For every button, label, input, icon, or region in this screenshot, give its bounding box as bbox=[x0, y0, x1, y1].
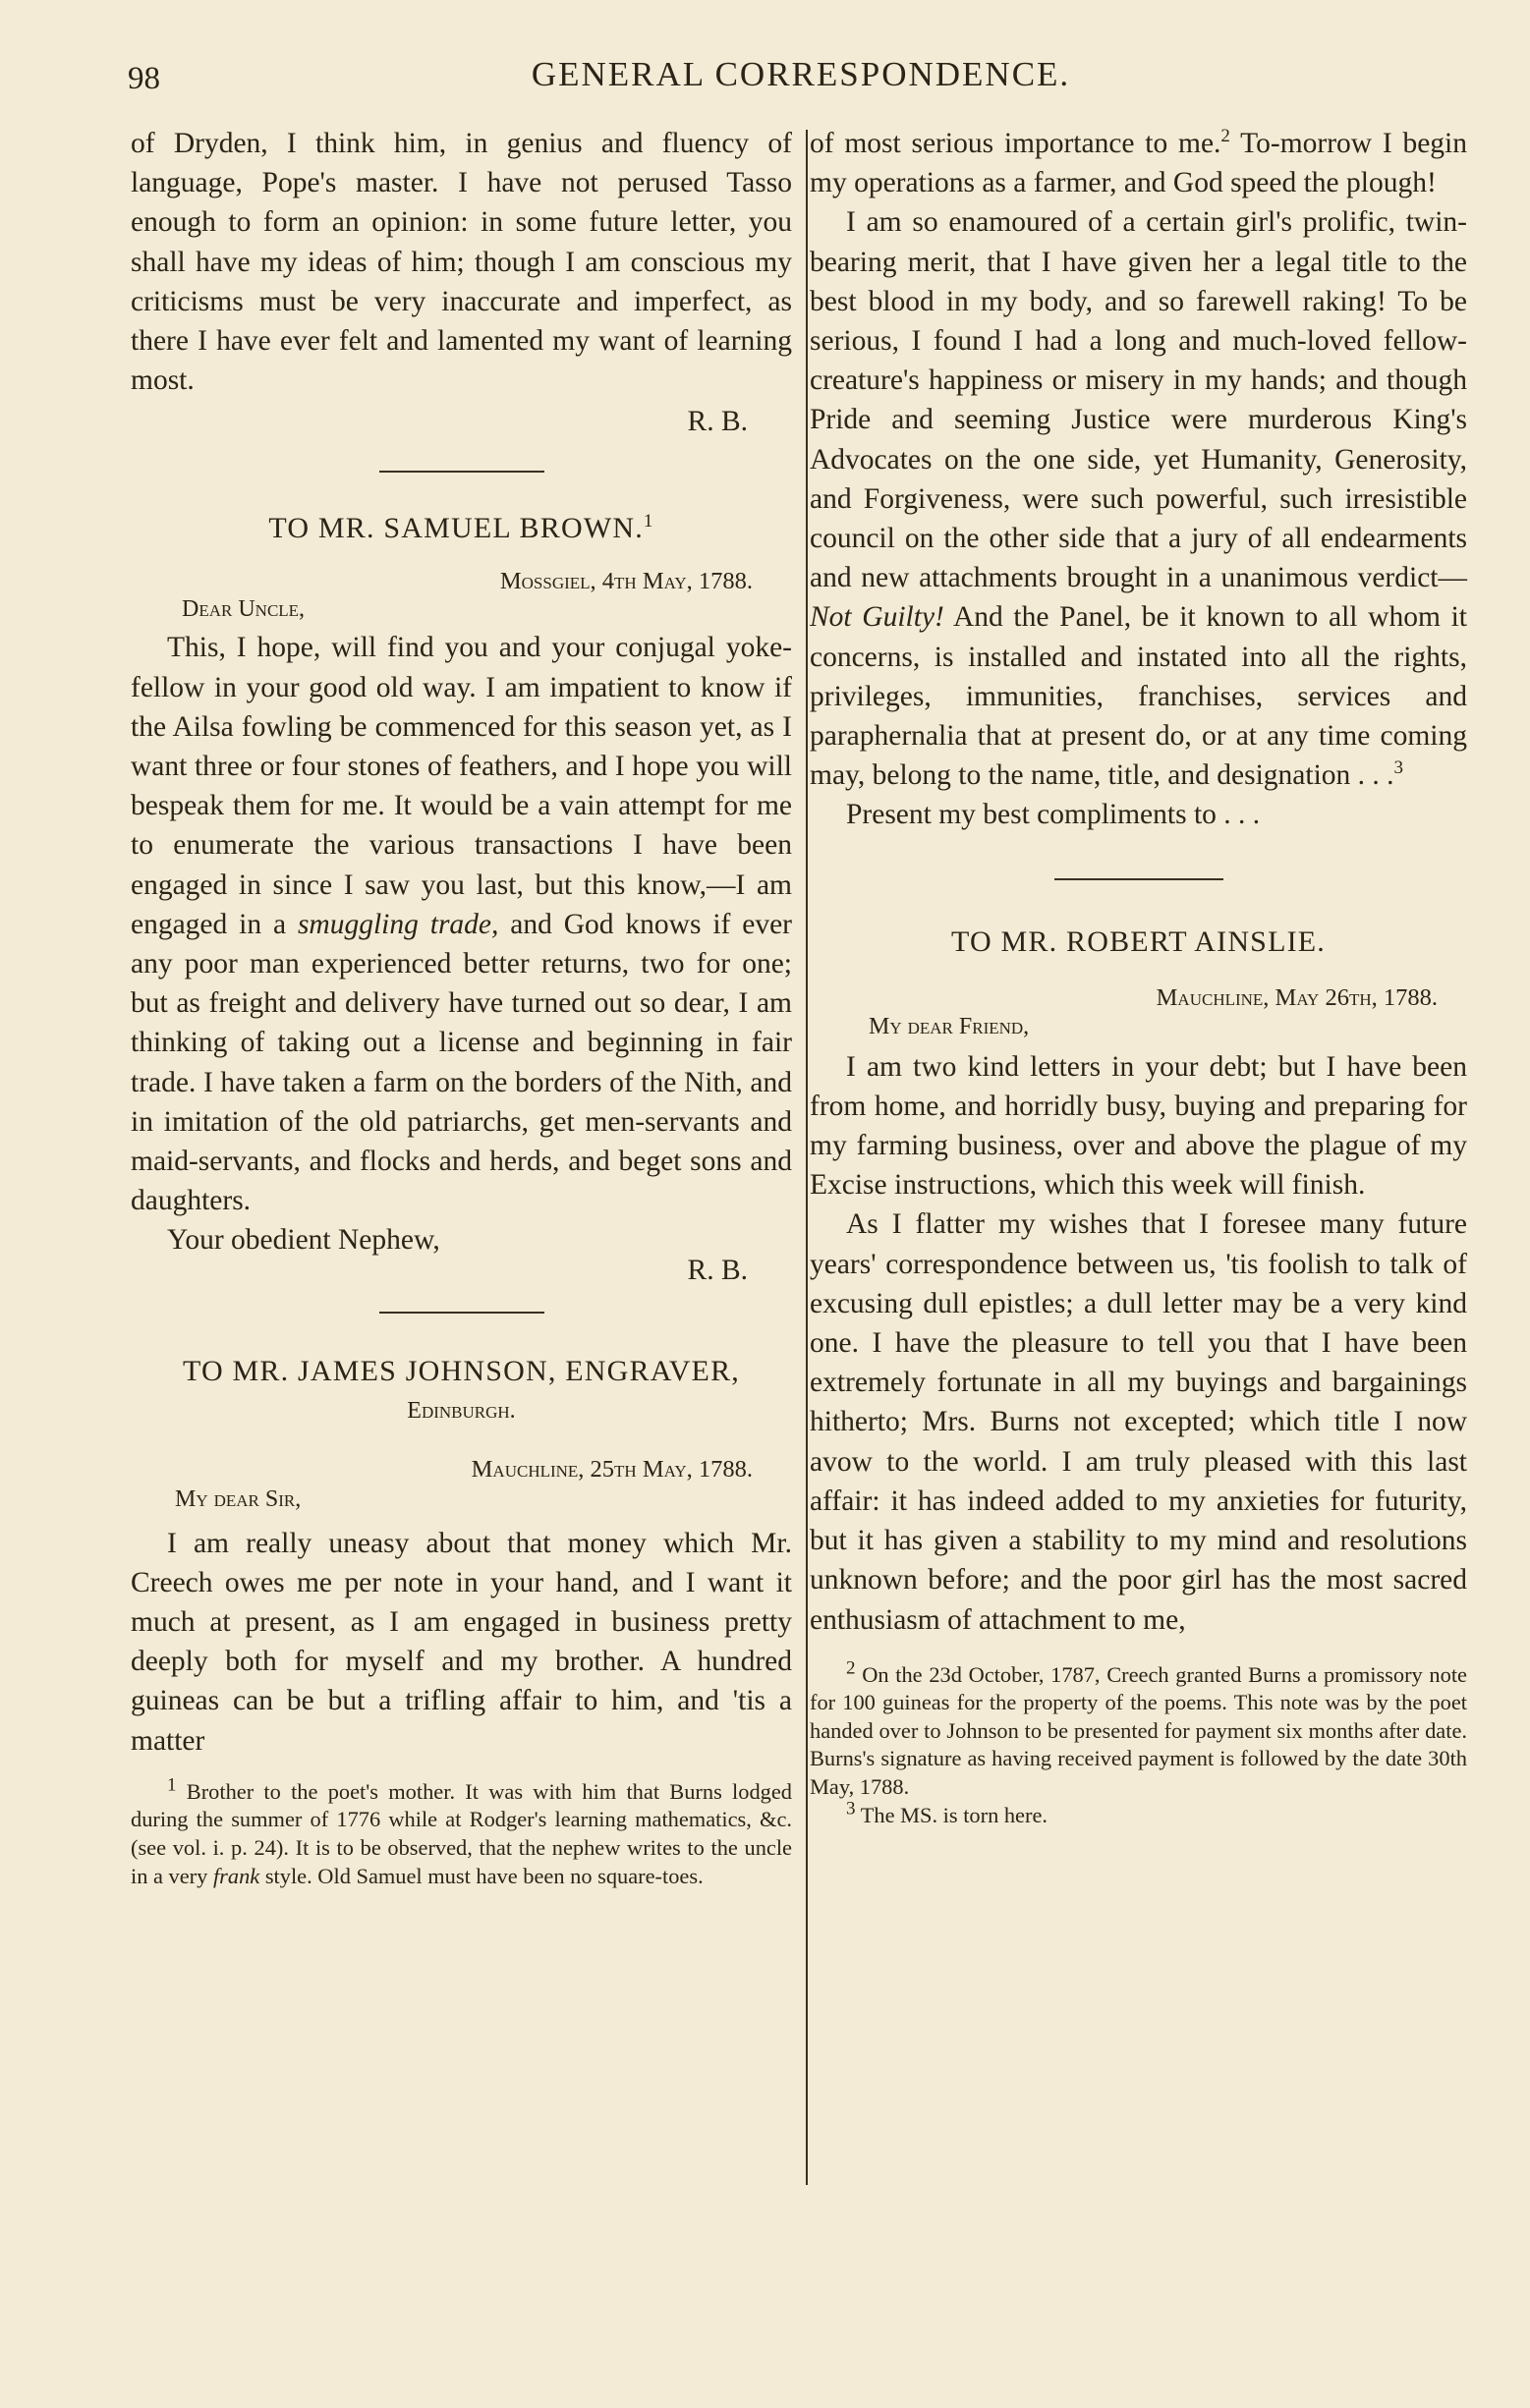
section-rule bbox=[379, 471, 544, 473]
salutation-johnson: My dear Sir, bbox=[175, 1485, 302, 1512]
verdict-text-b: And the Panel, be it known to all whom it concerns, is installed and instated into all the rights, privileges, immunities, franchises, services and paraphernalia that at present do, or at any time coming may, belong to the name, title, and designation . . . bbox=[810, 601, 1467, 792]
footnote-1 bbox=[131, 1774, 792, 1890]
letter-body-ainslie-2: As I flatter my wishes that I foresee many future years' correspondence between us, 'tis foolish to talk of excusing dull epistles; a dull letter may be a very kind one. I have the pleasure to tell you that I have been extremely fortunate in all my buyings and bargainings hitherto; Mrs. Burns not excepted; which title I now avow to the world. I am truly pleased with this last affair: it has indeed added to my anxieties for futurity, but it has given a stability to my mind and resolutions unknown before; and the poor girl has the most sacred enthusiasm of attachment to me, bbox=[810, 1208, 1467, 1636]
footnote-ref-1: 1 bbox=[643, 511, 654, 532]
page-header bbox=[128, 49, 1474, 108]
footnotes-left bbox=[131, 1774, 792, 1890]
left-column bbox=[131, 124, 792, 1890]
section-rule bbox=[1054, 878, 1223, 880]
compliments-line: Present my best compliments to . . . bbox=[846, 799, 1261, 831]
signature-rb-1: R. B. bbox=[687, 406, 748, 438]
footnote-1-mark: 1 bbox=[167, 1774, 177, 1796]
letter-body-brown-b: and God knows if ever any poor man experienced better returns, two for one; but as freight and delivery have turned out so dear, I am thinking of taking out a license and beginning in fair trade. I have taken a farm on the borders of the Nith, and in imitation of the old patriarchs, get men-servants and maid-servants, and flocks and herds, and beget sons and daughters. bbox=[131, 908, 792, 1217]
footnote-1-text-a: Brother to the poet's mother. It was with him that Burns lodged during the summer of 1776 while at Rodger's learning mathematics, &c. (see vol. i. p. 24). It is to be observed, that the nephew writes to the uncle in a very bbox=[131, 1778, 792, 1888]
column-divider bbox=[806, 130, 808, 2185]
intro-paragraph: of Dryden, I think him, in genius and fluency of language, Pope's master. I have not perused Tasso enough to form an opinion: in some future letter, you shall have my ideas of him; though I am conscious my criticisms must be very inaccurate and imperfect, as there I have ever felt and lamented my want of learning most. bbox=[131, 128, 792, 397]
right-column bbox=[810, 124, 1467, 1829]
dateline-brown: Mossgiel, 4th May, 1788. bbox=[499, 568, 753, 595]
letter-body-johnson: I am really uneasy about that money which Mr. Creech owes me per note in your hand, and I want it much at present, as I am engaged in business pretty deeply both for myself and my brother. A hundred guineas can be but a trifling affair to him, and 'tis a matter bbox=[131, 1527, 792, 1757]
letter-heading-brown-text: TO MR. SAMUEL BROWN. bbox=[268, 512, 644, 545]
letter-body-ainslie-1: I am two kind letters in your debt; but I have been from home, and horridly busy, buying and preparing for my farming business, over and above the plague of my Excise instructions, which this week will finish. bbox=[810, 1050, 1467, 1202]
dateline-johnson: Mauchline, 25th May, 1788. bbox=[471, 1455, 753, 1483]
closing-brown: Your obedient Nephew, bbox=[167, 1224, 440, 1257]
running-title: GENERAL CORRESPONDENCE. bbox=[531, 55, 1071, 93]
footnote-ref-2: 2 bbox=[1220, 126, 1230, 147]
footnote-2-text: On the 23d October, 1787, Creech granted Burns a promissory note for 100 guineas for the property of the poems. This note was by the poet handed over to Johnson to be presented for payment six months after date. Burns's signature as having received payment is followed by the date 30th May, 1788. bbox=[810, 1661, 1467, 1800]
letter-heading-brown bbox=[131, 512, 792, 545]
verdict-italic: Not Guilty! bbox=[810, 601, 944, 634]
salutation-brown: Dear Uncle, bbox=[182, 596, 306, 623]
footnote-2-mark: 2 bbox=[846, 1657, 856, 1679]
letter-body-brown-italic: smuggling trade, bbox=[297, 908, 499, 940]
continuation-text-a: of most serious importance to me. bbox=[810, 128, 1221, 159]
footnote-3-mark: 3 bbox=[846, 1798, 856, 1820]
letter-heading-ainslie: TO MR. ROBERT AINSLIE. bbox=[950, 924, 1327, 958]
verdict-paragraph bbox=[810, 202, 1467, 795]
salutation-ainslie: My dear Friend, bbox=[869, 1013, 1030, 1039]
footnote-1-text-b: style. Old Samuel must have been no square-toes. bbox=[264, 1863, 704, 1888]
footnote-3 bbox=[810, 1798, 1467, 1830]
letter-heading-johnson: TO MR. JAMES JOHNSON, ENGRAVER, bbox=[182, 1354, 740, 1387]
footnotes-right bbox=[810, 1657, 1467, 1830]
continuation-text-b: To-morrow I begin my operations as a farmer, and God speed the plough! bbox=[810, 128, 1468, 199]
page-number: 98 bbox=[128, 61, 160, 96]
dateline-ainslie: Mauchline, May 26th, 1788. bbox=[1156, 983, 1438, 1011]
footnote-3-text: The MS. is torn here. bbox=[860, 1802, 1048, 1827]
section-rule bbox=[379, 1312, 544, 1314]
verdict-text-a: I am so enamoured of a certain girl's prolific, twin-bearing merit, that I have given her a legal title to the best blood in my body, and so farewell raking! To be serious, I found I had a long and much-loved fellow-creature's happiness or misery in my hands; and though Pride and seeming Justice were murderous King's Advocates on the one side, yet Humanity, Generosity, and Forgiveness, were such powerful, such irresistible council on the other side that a jury of all endearments and new attachments brought in a unanimous verdict— bbox=[810, 206, 1467, 594]
continuation-paragraph bbox=[810, 124, 1467, 202]
letter-body-brown bbox=[131, 628, 792, 1220]
footnote-ref-3: 3 bbox=[1393, 757, 1404, 779]
footnote-2 bbox=[810, 1657, 1467, 1802]
signature-rb-2: R. B. bbox=[687, 1254, 748, 1286]
letter-subheading-johnson: Edinburgh. bbox=[407, 1397, 516, 1424]
letter-body-brown-a: This, I hope, will find you and your conjugal yoke-fellow in your good old way. I am impatient to know if the Ailsa fowling be commenced for this season yet, as I want three or four stones of feathers, and I hope you will bespeak them for me. It would be a vain attempt for me to enumerate the various transactions I have been engaged in since I saw you last, but this know,—I am engaged in a bbox=[131, 632, 792, 940]
footnote-1-italic: frank bbox=[212, 1863, 260, 1888]
